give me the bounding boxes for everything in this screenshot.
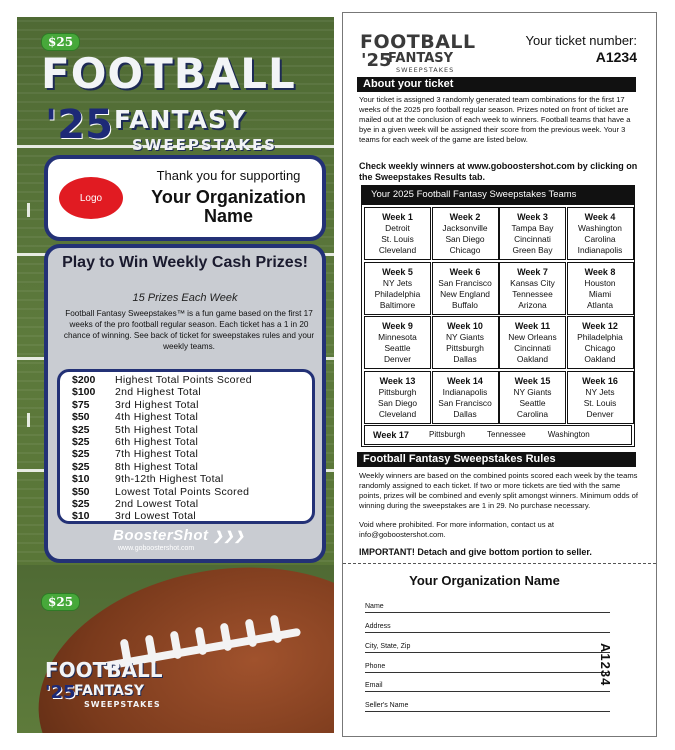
team-name: Tennessee	[487, 430, 526, 439]
team-name: Pittsburgh	[378, 386, 417, 397]
week-cell	[364, 262, 431, 315]
prize-amount: $75	[72, 398, 90, 411]
week-cell	[499, 371, 566, 424]
boostershot-logo: BoosterShot ❯❯❯	[113, 527, 245, 544]
prize-amount: $10	[72, 510, 90, 523]
week-cell	[567, 316, 634, 369]
prize-description: 9th-12th Highest Total	[115, 473, 224, 486]
form-field-line[interactable]	[365, 682, 610, 692]
prize-description: Highest Total Points Scored	[115, 374, 252, 386]
team-name: NY Giants	[513, 386, 552, 397]
week-label: Week 17	[373, 430, 409, 440]
week-label: Week 7	[517, 266, 548, 277]
team-name: Philadelphia	[577, 332, 623, 342]
logo-fantasy-text: FANTASY	[388, 51, 454, 66]
week-label: Week 9	[382, 321, 413, 331]
week-label: Week 11	[514, 321, 551, 331]
prize-amount: $25	[72, 497, 90, 510]
week-cell	[567, 207, 634, 260]
week-label: Week 5	[382, 266, 413, 277]
team-name: New Orleans	[508, 332, 557, 342]
team-name: Dallas	[453, 354, 477, 364]
prize-row	[72, 386, 312, 398]
week-label: Week 12	[582, 321, 618, 331]
prize-row	[72, 473, 312, 485]
week-17-row	[364, 425, 632, 445]
team-name: Washington	[578, 223, 622, 233]
team-name: Cincinnati	[514, 234, 551, 244]
team-name: NY Giants	[445, 332, 484, 342]
team-name: Chicago	[584, 343, 616, 353]
rules-heading: Football Fantasy Sweepstakes Rules	[357, 452, 636, 467]
form-field-label: Email	[365, 682, 383, 689]
prize-description: 7th Highest Total	[115, 448, 199, 461]
team-name: Chicago	[449, 245, 481, 255]
week-cell	[499, 262, 566, 315]
org-name: Your Organization Name	[151, 187, 306, 226]
week-label: Week 14	[447, 375, 483, 386]
week-cell	[432, 316, 499, 369]
prize-list	[57, 369, 315, 524]
week-label: Week 13	[379, 375, 416, 386]
form-field-label: Address	[365, 623, 391, 630]
team-name: NY Jets	[382, 277, 413, 288]
team-name: Green Bay	[512, 245, 553, 255]
void-text: Void where prohibited. For more information, contact us at info@goboostershot.com.	[359, 520, 555, 539]
org-logo-placeholder: Logo	[59, 177, 123, 219]
week-label: Week 4	[584, 212, 616, 222]
team-name: Seattle	[519, 397, 546, 408]
prize-amount: $100	[72, 386, 96, 399]
form-field-label: Seller's Name	[365, 702, 409, 709]
prize-description: 5th Highest Total	[115, 423, 199, 436]
team-name: Carolina	[584, 234, 616, 244]
team-name: Cincinnati	[514, 343, 551, 353]
team-name: NY Jets	[585, 386, 615, 397]
prize-description: 2nd Lowest Total	[115, 497, 199, 510]
prize-description: 2nd Highest Total	[115, 386, 202, 399]
team-name: Kansas City	[510, 277, 555, 288]
important-notice: IMPORTANT! Detach and give bottom portion to seller.	[359, 547, 592, 557]
form-field-label: Phone	[365, 663, 386, 670]
week-cell	[567, 371, 634, 424]
prize-description: Lowest Total Points Scored	[115, 485, 250, 498]
team-name: Pittsburgh	[429, 430, 466, 439]
team-name: Denver	[384, 354, 411, 364]
week-cell	[364, 371, 431, 424]
boostershot-url: www.goboostershot.com	[118, 545, 195, 552]
rules-body: Weekly winners are based on the combined points scored each week by the teams randomly assigned to each ticket. If two or more tickets are tied with the same points, prizes will be combined and evenly split amongst winners. Minimum odds of winning during the sweepstakes are 1 in 29. No purchase necessary.	[359, 471, 638, 510]
logo-football-text: FOOTBALL	[41, 49, 296, 98]
form-field-line[interactable]	[365, 643, 610, 653]
team-name: Atlanta	[586, 299, 614, 310]
logo-year-text: '25	[361, 50, 392, 71]
check-winners-text: Check weekly winners at www.goboostershot.com by clicking on the Sweepstakes Results tab.	[359, 161, 638, 182]
prize-amount: $50	[72, 485, 90, 498]
form-field-label: City, State, Zip	[365, 643, 411, 650]
logo-sweepstakes-text: SWEEPSTAKES	[84, 700, 161, 709]
team-name: Baltimore	[379, 299, 416, 310]
logo-football-text: FOOTBALL	[360, 31, 476, 53]
team-name: Tennessee	[512, 288, 553, 299]
prize-amount: $25	[72, 448, 90, 461]
prize-row	[72, 448, 312, 460]
week-label: Week 1	[382, 212, 413, 222]
teams-grid	[361, 204, 635, 447]
team-name: Oakland	[584, 354, 616, 364]
prize-amount: $25	[72, 435, 90, 448]
prizes-card	[44, 244, 326, 563]
prize-amount: $200	[72, 374, 96, 386]
team-name: Indianapolis	[442, 386, 488, 397]
team-name: Jacksonville	[442, 223, 488, 233]
team-name: Pittsburgh	[446, 343, 484, 353]
form-field-label: Name	[365, 603, 384, 610]
prize-description: 4th Highest Total	[115, 411, 199, 424]
play-title: Play to Win Weekly Cash Prizes!	[62, 254, 308, 271]
team-name: Miami	[588, 288, 612, 299]
week-label: Week 15	[514, 375, 551, 386]
team-name: Carolina	[516, 408, 549, 419]
week-label: Week 2	[449, 212, 481, 222]
chevrons-icon: ❯❯❯	[213, 529, 245, 543]
prize-row	[72, 436, 312, 448]
week-cell	[432, 207, 499, 260]
team-name: San Diego	[445, 234, 485, 244]
logo-sweepstakes-text: SWEEPSTAKES	[396, 66, 455, 74]
logo-sweepstakes-text: SWEEPSTAKES	[132, 136, 277, 154]
team-name: Arizona	[518, 299, 547, 310]
prize-row	[72, 411, 312, 423]
prize-description: 8th Highest Total	[115, 460, 199, 473]
team-name: San Francisco	[438, 397, 492, 408]
organization-card	[44, 155, 326, 241]
logo-year-text: '25	[45, 682, 76, 703]
team-name: San Francisco	[438, 277, 492, 288]
form-title: Your Organization Name	[409, 573, 560, 588]
ticket-front-panel	[17, 17, 334, 733]
team-name: Philadelphia	[374, 288, 421, 299]
form-field-line[interactable]	[365, 603, 610, 613]
team-name: Denver	[586, 408, 614, 419]
price-badge: $25	[41, 593, 80, 611]
team-name: Washington	[547, 430, 590, 439]
prize-amount: $25	[72, 460, 90, 473]
prize-row	[72, 461, 312, 473]
team-name: Seattle	[384, 343, 411, 353]
form-ticket-number: A1234	[598, 643, 613, 687]
prize-description: 6th Highest Total	[115, 435, 199, 448]
prize-row	[72, 486, 312, 498]
week-cell	[499, 207, 566, 260]
form-field-line[interactable]	[365, 663, 610, 673]
ticket-number: A1234	[595, 49, 637, 65]
logo-football-text: FOOTBALL	[45, 658, 163, 682]
about-body: Your ticket is assigned 3 randomly generated team combinations for the first 17 weeks of the 2025 pro football regular season. Prizes noted on front of ticket are mailed out at the conclusion of each week to winners. Football teams that have a bye in a given week will be assigned their score from the previous week. Your 3 teams for each week of the game are listed below.	[359, 95, 631, 144]
logo-fantasy-text: FANTASY	[74, 683, 145, 699]
play-subtitle: 15 Prizes Each Week	[132, 292, 238, 304]
week-label: Week 8	[584, 266, 616, 277]
detach-line	[343, 563, 656, 564]
football-image-panel	[17, 565, 334, 733]
price-badge: $25	[41, 33, 80, 51]
team-name: Buffalo	[452, 299, 478, 310]
week-label: Week 16	[582, 375, 618, 386]
team-name: Oakland	[516, 354, 549, 364]
prize-row	[72, 374, 312, 386]
hash-mark	[27, 413, 30, 427]
prize-amount: $25	[72, 423, 90, 436]
prize-amount: $10	[72, 473, 90, 486]
form-field-line[interactable]	[365, 702, 610, 712]
hash-mark	[27, 203, 30, 217]
week-cell	[364, 207, 431, 260]
ticket-back-panel	[342, 12, 657, 737]
week-cell	[364, 316, 431, 369]
week-label: Week 6	[449, 266, 481, 277]
prize-description: 3rd Lowest Total	[115, 510, 197, 523]
team-name: St. Louis	[381, 234, 414, 244]
week-label: Week 3	[517, 212, 548, 222]
team-name: Detroit	[385, 223, 410, 233]
logo-fantasy-text: FANTASY	[114, 105, 247, 134]
week-cell	[499, 316, 566, 369]
logo-year-text: '25	[45, 102, 113, 148]
teams-heading: Your 2025 Football Fantasy Sweepstakes Teams	[361, 185, 635, 204]
prize-row	[72, 498, 312, 510]
play-description: Football Fantasy Sweepstakes™ is a fun game based on the first 17 weeks of the pro football regular season. Each ticket has a 1 in 20 chance of winning. See back of ticket for sweepstakes rules and your weekly teams.	[63, 309, 315, 351]
team-name: Houston	[584, 277, 616, 288]
team-name: St. Louis	[583, 397, 617, 408]
team-name: Tampa Bay	[511, 223, 554, 233]
week-label: Week 10	[447, 321, 483, 331]
team-name: San Diego	[377, 397, 418, 408]
team-name: Minnesota	[378, 332, 417, 342]
prize-row	[72, 399, 312, 411]
ticket-number-label: Your ticket number:	[525, 33, 637, 48]
team-name: New England	[440, 288, 490, 299]
week-cell	[567, 262, 634, 315]
prize-description: 3rd Highest Total	[115, 398, 199, 411]
thanks-text: Thank you for supporting	[156, 168, 301, 183]
week-cell	[432, 262, 499, 315]
team-name: Dallas	[453, 408, 477, 419]
prize-amount: $50	[72, 411, 90, 424]
week-cell	[432, 371, 499, 424]
prize-row	[72, 424, 312, 436]
prize-row	[72, 510, 312, 522]
form-field-line[interactable]	[365, 623, 610, 633]
team-name: Cleveland	[378, 245, 417, 255]
about-heading: About your ticket	[357, 77, 636, 92]
team-name: Indianapolis	[577, 245, 623, 255]
team-name: Cleveland	[378, 408, 417, 419]
